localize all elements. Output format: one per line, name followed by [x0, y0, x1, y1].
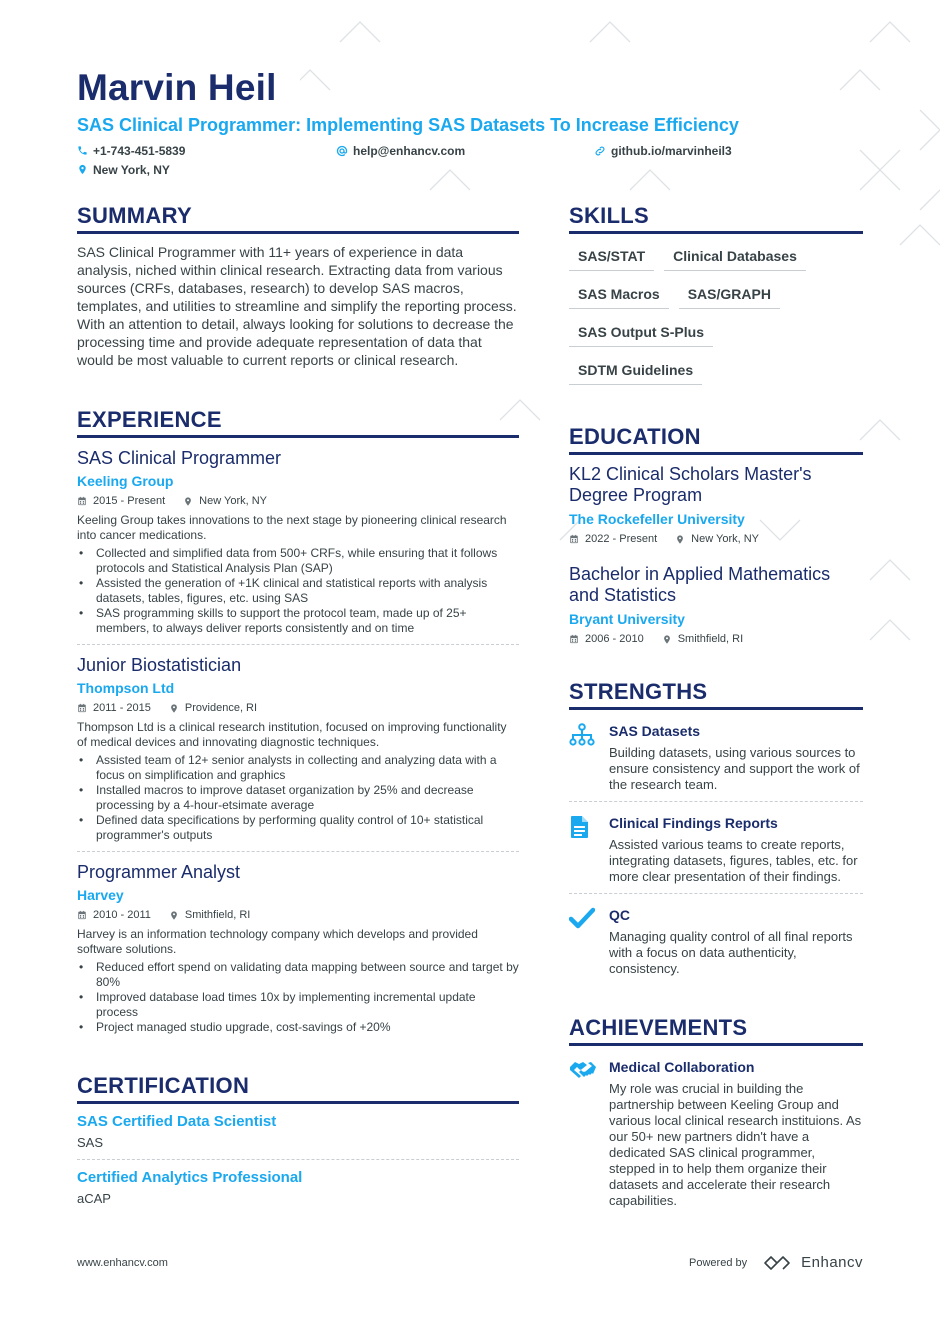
strength-body: [609, 814, 863, 885]
certification-section: [77, 1073, 519, 1215]
sitemap-icon: [569, 723, 595, 747]
strength-icon-wrap: [569, 722, 609, 793]
strength-body: [609, 906, 863, 977]
bullet-item: • Project managed studio upgrade, cost-savings of +20%: [77, 1020, 519, 1035]
bullet-item: • Assisted the generation of +1K clinical and statistical reports with analysis datasets, tables, figures, etc. using SAS: [77, 576, 519, 606]
education-list: [569, 455, 863, 655]
job-dates-text: 2011 - 2015: [93, 702, 151, 714]
achievement-text: My role was crucial in building the partnership between Keeling Group and various local clinical research instituions. As our 50+ new partners didn't have a dedicated SAS clinical programmer, stepped in to help them organize their datasets and accelerate their research capabilities.: [609, 1081, 862, 1208]
summary-text: SAS Clinical Programmer with 11+ years of experience in data analysis, niched within clinical research. Extracting data from various sources (CRFs, databases, research) to develop SAS macros, templates, and utilities to streamline and simplify the reporting process. With an attention to detail, always looking for solutions to decrease the processing time and provide adequate representation of data that would be most valuable to current reports or clinical research.: [77, 244, 517, 368]
experience-entry: [77, 645, 519, 852]
experience-section: [77, 407, 519, 1043]
strength-text: Assisted various teams to create reports, integrating datasets, figures, tables, etc. for more clear presentation of their findings.: [609, 837, 858, 884]
location-pin-icon: [77, 164, 88, 175]
summary-section: [77, 203, 519, 369]
resume-header: [77, 0, 863, 179]
contact-location: [77, 160, 377, 179]
bullet-item: • Assisted team of 12+ senior analysts in collecting and analyzing data with a focus on simplification and graphics: [77, 753, 519, 783]
education-section: [569, 424, 863, 655]
job-dates-text: 2010 - 2011: [93, 909, 151, 921]
strength-icon-wrap: [569, 906, 609, 977]
education-dates-text: 2006 - 2010: [585, 633, 644, 645]
bullet-item: • SAS programming skills to support the protocol team, made up of 25+ members, to always deliver reports consistently and on time: [77, 606, 519, 636]
achievement-entry: [569, 1046, 863, 1217]
education-location: [675, 532, 759, 546]
job-location-text: Smithfield, RI: [184, 909, 251, 921]
skills-section: [569, 203, 863, 394]
bullet-item: • Defined data specifications by performing quality control of 10+ statistical programmer's outputs: [77, 813, 519, 843]
achievement-title: Medical Collaboration: [609, 1059, 755, 1075]
education-entry: [569, 455, 863, 555]
location-pin-icon: [662, 634, 672, 645]
strengths-section: [569, 679, 863, 985]
school-name[interactable]: The Rockefeller University: [569, 511, 745, 527]
company-name[interactable]: Keeling Group: [77, 473, 174, 489]
phone-icon: [77, 145, 88, 156]
calendar-icon: [77, 496, 87, 506]
education-location-text: Smithfield, RI: [677, 633, 744, 645]
strength-title: Clinical Findings Reports: [609, 815, 778, 831]
skill-tag: SAS/STAT: [569, 242, 654, 271]
company-description: Harvey is an information technology company which develops and provided software solutions.: [77, 927, 478, 956]
contact-email[interactable]: [336, 141, 594, 160]
achievement-icon-wrap: [569, 1058, 609, 1209]
powered-by: [689, 1254, 863, 1271]
strength-body: [609, 722, 863, 793]
company-name[interactable]: Harvey: [77, 887, 124, 903]
skills-list: [569, 242, 863, 394]
website-text: github.io/marvinheil3: [611, 143, 732, 158]
bullet-item: • Collected and simplified data from 500+ CRFs, while ensuring that it follows protocols and Statistical Analysis Plan (SAP): [77, 546, 519, 576]
strength-entry: [569, 894, 863, 985]
bullet-item: • Installed macros to improve dataset organization by 25% and decrease processing by a 4-hour-etsimate average: [77, 783, 519, 813]
education-meta: [569, 532, 863, 546]
enhancv-logo[interactable]: [763, 1254, 863, 1271]
skill-tag: SAS Macros: [569, 280, 669, 309]
link-icon: [594, 145, 606, 157]
certification-title: SAS Certified Data Scientist: [77, 1113, 277, 1130]
school-name[interactable]: Bryant University: [569, 611, 685, 627]
phone-text: +1-743-451-5839: [93, 143, 186, 158]
job-meta: [77, 701, 519, 715]
achievements-section: [569, 1015, 863, 1217]
achievements-list: [569, 1046, 863, 1217]
footer-site[interactable]: www.enhancv.com: [77, 1256, 168, 1269]
at-icon: [336, 145, 348, 157]
location-text: New York, NY: [93, 162, 170, 177]
calendar-icon: [77, 910, 87, 920]
experience-entry: [77, 852, 519, 1043]
skills-heading: SKILLS: [569, 203, 863, 234]
certification-title: Certified Analytics Professional: [77, 1169, 303, 1186]
left-column: [77, 203, 519, 1255]
skill-tag: SDTM Guidelines: [569, 356, 702, 385]
job-location: [169, 701, 257, 715]
education-meta: [569, 632, 863, 646]
strength-title: SAS Datasets: [609, 723, 701, 739]
education-dates: [569, 532, 657, 546]
candidate-name: Marvin Heil: [77, 67, 277, 108]
job-bullets: [77, 546, 519, 636]
experience-entry: [77, 438, 519, 645]
job-meta: [77, 494, 519, 508]
location-pin-icon: [169, 703, 179, 714]
job-meta: [77, 908, 519, 922]
certification-entry: [77, 1160, 519, 1215]
strengths-heading: STRENGTHS: [569, 679, 863, 710]
right-column: [569, 203, 863, 1255]
strength-icon-wrap: [569, 814, 609, 885]
skill-tag: SAS Output S-Plus: [569, 318, 713, 347]
strength-text: Building datasets, using various sources to ensure consistency and support the work of the research team.: [609, 745, 860, 792]
job-dates-text: 2015 - Present: [93, 495, 166, 507]
degree-title: Bachelor in Applied Mathematics and Statistics: [569, 564, 831, 605]
location-pin-icon: [675, 534, 685, 545]
strengths-list: [569, 710, 863, 985]
checkmark-icon: [569, 907, 595, 929]
certification-heading: CERTIFICATION: [77, 1073, 519, 1104]
strength-entry: [569, 802, 863, 894]
strength-entry: [569, 710, 863, 802]
job-location-text: New York, NY: [199, 495, 268, 507]
job-bullets: [77, 753, 519, 843]
education-dates: [569, 632, 644, 646]
education-entry: [569, 555, 863, 655]
skill-tag: SAS/GRAPH: [679, 280, 780, 309]
location-pin-icon: [183, 496, 193, 507]
strength-text: Managing quality control of all final reports with a focus on data authenticity, consistency.: [609, 929, 853, 976]
achievements-heading: ACHIEVEMENTS: [569, 1015, 863, 1046]
contact-website[interactable]: [594, 141, 854, 160]
skill-tag: Clinical Databases: [664, 242, 806, 271]
job-title: SAS Clinical Programmer: [77, 448, 282, 468]
job-location-text: Providence, RI: [184, 702, 258, 714]
company-description: Thompson Ltd is a clinical research institution, focused on improving functionality of medical devices and innovating diagnostic techniques.: [77, 720, 507, 749]
education-location: [662, 632, 743, 646]
bullet-item: • Improved database load times 10x by implementing incremental update process: [77, 990, 519, 1020]
job-dates: [77, 701, 151, 715]
job-title: Programmer Analyst: [77, 862, 241, 882]
job-location: [183, 494, 267, 508]
education-dates-text: 2022 - Present: [585, 533, 658, 545]
certification-list: [77, 1104, 519, 1215]
candidate-tagline: SAS Clinical Programmer: Implementing SAS Datasets To Increase Efficiency: [77, 115, 739, 135]
education-location-text: New York, NY: [691, 533, 760, 545]
job-dates: [77, 494, 165, 508]
calendar-icon: [569, 634, 579, 644]
job-title: Junior Biostatistician: [77, 655, 242, 675]
contact-info: [77, 141, 863, 179]
degree-title: KL2 Clinical Scholars Master's Degree Program: [569, 464, 812, 505]
education-heading: EDUCATION: [569, 424, 863, 455]
job-location: [169, 908, 250, 922]
certification-issuer: SAS: [77, 1135, 104, 1150]
strength-title: QC: [609, 907, 630, 923]
document-icon: [569, 815, 591, 839]
achievement-body: [609, 1058, 863, 1209]
summary-heading: SUMMARY: [77, 203, 519, 234]
bullet-item: • Reduced effort spend on validating data mapping between source and target by 80%: [77, 960, 519, 990]
email-text: help@enhancv.com: [353, 143, 466, 158]
calendar-icon: [77, 703, 87, 713]
experience-list: [77, 438, 519, 1043]
enhancv-logo-text: Enhancv: [801, 1254, 863, 1271]
job-dates: [77, 908, 151, 922]
page-footer: [77, 1254, 863, 1271]
calendar-icon: [569, 534, 579, 544]
certification-entry: [77, 1104, 519, 1160]
contact-phone[interactable]: [77, 141, 336, 160]
job-bullets: [77, 960, 519, 1035]
experience-heading: EXPERIENCE: [77, 407, 519, 438]
powered-by-label: Powered by: [689, 1256, 748, 1269]
company-description: Keeling Group takes innovations to the next stage by pioneering clinical research into cancer medications.: [77, 513, 507, 542]
location-pin-icon: [169, 910, 179, 921]
handshake-icon: [569, 1059, 597, 1081]
enhancv-logo-icon: [763, 1255, 795, 1271]
company-name[interactable]: Thompson Ltd: [77, 680, 175, 696]
certification-issuer: aCAP: [77, 1191, 111, 1206]
